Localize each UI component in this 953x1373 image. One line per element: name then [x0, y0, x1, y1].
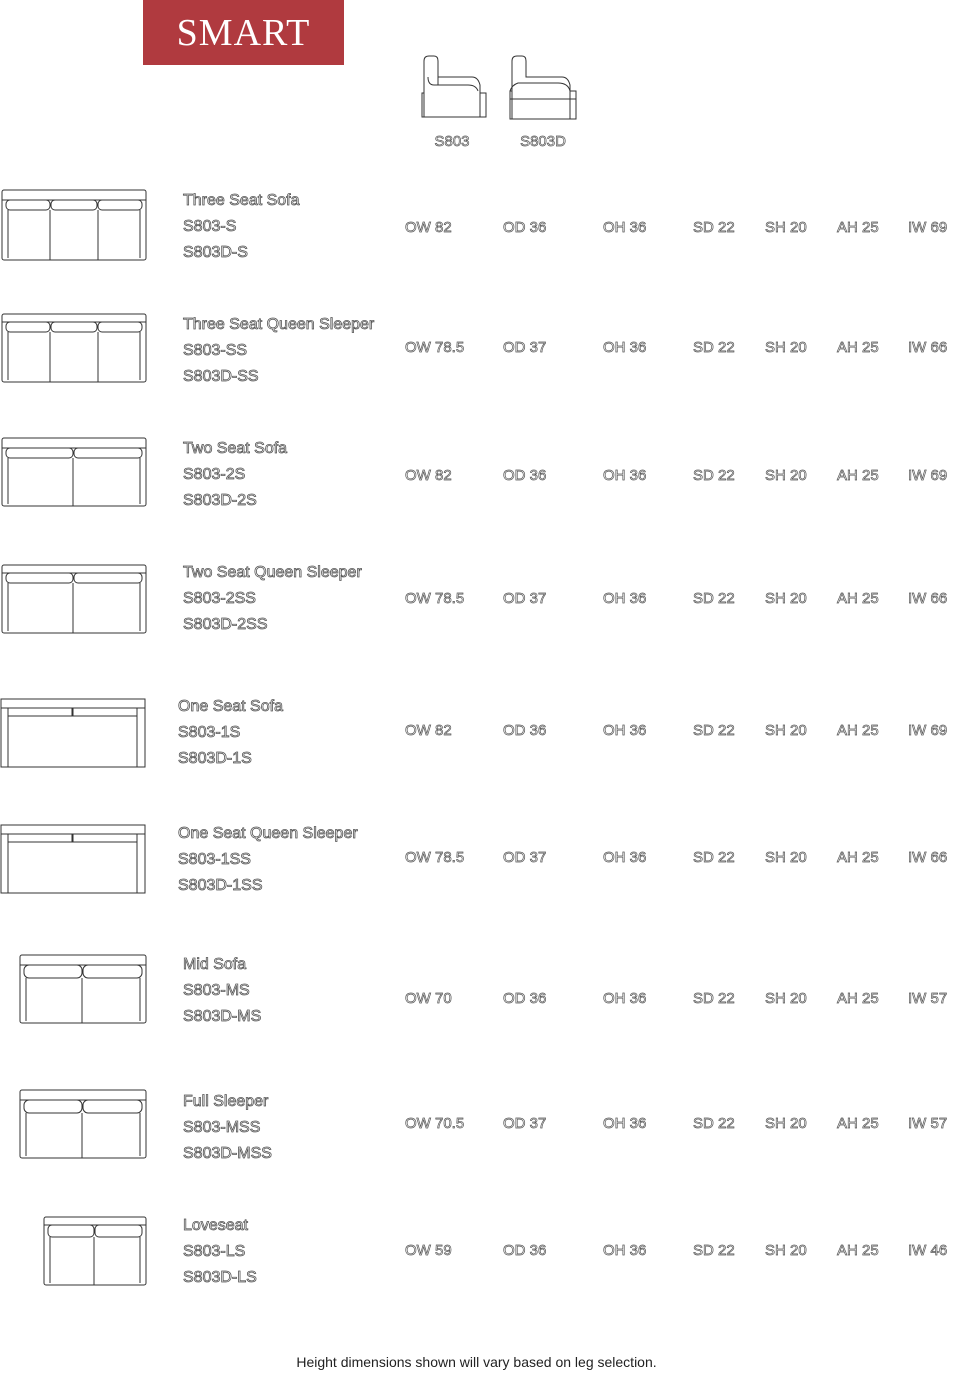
- dim-od: OD 36: [503, 1242, 547, 1259]
- sofa-drawing-mid-sofa: [18, 953, 150, 1025]
- dim-ah: AH 25: [837, 849, 879, 866]
- dim-od: OD 37: [503, 1115, 547, 1132]
- product-info-mid-sofa: [183, 952, 261, 1030]
- dim-iw: IW 57: [908, 990, 948, 1007]
- dim-oh: OH 36: [603, 590, 647, 607]
- product-name: Two Seat Queen Sleeper: [183, 564, 362, 581]
- sofa-drawing-one-seat: [0, 698, 148, 770]
- product-info-one-seat-sofa: [178, 694, 283, 772]
- product-info-two-seat-sofa: [183, 436, 287, 514]
- product-code: S803D-S: [183, 244, 248, 261]
- dim-od: OD 36: [503, 990, 547, 1007]
- sofa-drawing-three-seat-queen-sleeper: [0, 312, 150, 384]
- dim-oh: OH 36: [603, 722, 647, 739]
- product-code: S803D-SS: [183, 368, 259, 385]
- product-code: S803D-2SS: [183, 616, 268, 633]
- dim-ah: AH 25: [837, 339, 879, 356]
- dim-sd: SD 22: [693, 339, 735, 356]
- dim-iw: IW 57: [908, 1115, 948, 1132]
- dim-sh: SH 20: [765, 219, 807, 236]
- product-info-three-seat-sofa: [183, 188, 300, 266]
- dim-ah: AH 25: [837, 1242, 879, 1259]
- dim-ow: OW 78.5: [405, 849, 465, 866]
- dim-oh: OH 36: [603, 339, 647, 356]
- dim-ah: AH 25: [837, 467, 879, 484]
- dim-sh: SH 20: [765, 1115, 807, 1132]
- product-name: Loveseat: [183, 1217, 248, 1234]
- sofa-drawing-one-seat-queen-sleeper: [0, 824, 148, 896]
- dim-ah: AH 25: [837, 990, 879, 1007]
- product-code: S803-2S: [183, 466, 246, 483]
- dim-od: OD 36: [503, 219, 547, 236]
- product-info-one-seat-queen-sleeper: [178, 821, 358, 899]
- dim-sh: SH 20: [765, 849, 807, 866]
- dim-oh: OH 36: [603, 849, 647, 866]
- product-name: Two Seat Sofa: [183, 440, 288, 457]
- product-code: S803-MS: [183, 982, 250, 999]
- product-name: Full Sleeper: [183, 1093, 269, 1110]
- dim-ow: OW 70.5: [405, 1115, 465, 1132]
- product-code: S803D-2S: [183, 492, 257, 509]
- dim-ow: OW 82: [405, 467, 452, 484]
- dim-oh: OH 36: [603, 467, 647, 484]
- dim-ow: OW 78.5: [405, 590, 465, 607]
- product-code: S803-1S: [178, 724, 241, 741]
- dim-ah: AH 25: [837, 1115, 879, 1132]
- product-name: Three Seat Queen Sleeper: [183, 316, 375, 333]
- product-name: One Seat Sofa: [178, 698, 283, 715]
- product-code: S803D-1S: [178, 750, 252, 767]
- chair-s803d-drawing: [508, 55, 580, 122]
- dim-iw: IW 66: [908, 339, 948, 356]
- product-code: S803D-MS: [183, 1008, 262, 1025]
- product-code: S803D-1SS: [178, 877, 263, 894]
- dim-od: OD 36: [503, 722, 547, 739]
- dim-ow: OW 78.5: [405, 339, 465, 356]
- chair-label-s803: S803: [434, 133, 470, 150]
- dim-sh: SH 20: [765, 722, 807, 739]
- product-info-two-seat-queen-sleeper: [183, 560, 362, 638]
- product-info-three-seat-queen-sleeper: [183, 312, 374, 390]
- dim-sh: SH 20: [765, 1242, 807, 1259]
- dim-ah: AH 25: [837, 590, 879, 607]
- dim-sd: SD 22: [693, 722, 735, 739]
- product-code: S803-2SS: [183, 590, 256, 607]
- sofa-drawing-loveseat: [42, 1215, 150, 1287]
- product-name: Three Seat Sofa: [183, 192, 300, 209]
- dim-iw: IW 69: [908, 722, 948, 739]
- dim-sd: SD 22: [693, 990, 735, 1007]
- dim-sd: SD 22: [693, 219, 735, 236]
- product-code: S803-LS: [183, 1243, 246, 1260]
- dim-sd: SD 22: [693, 1115, 735, 1132]
- dim-ah: AH 25: [837, 219, 879, 236]
- dim-iw: IW 46: [908, 1242, 948, 1259]
- dim-ow: OW 82: [405, 722, 452, 739]
- product-name: Mid Sofa: [183, 956, 247, 973]
- dim-sd: SD 22: [693, 1242, 735, 1259]
- chair-s803-drawing: [420, 55, 490, 120]
- dim-sd: SD 22: [693, 467, 735, 484]
- product-info-full-sleeper: [183, 1089, 272, 1167]
- dim-od: OD 37: [503, 339, 547, 356]
- dim-iw: IW 66: [908, 590, 948, 607]
- dim-iw: IW 69: [908, 219, 948, 236]
- product-info-loveseat: [183, 1213, 257, 1291]
- dim-iw: IW 66: [908, 849, 948, 866]
- product-code: S803-MSS: [183, 1119, 261, 1136]
- dim-iw: IW 69: [908, 467, 948, 484]
- dim-sh: SH 20: [765, 339, 807, 356]
- sofa-drawing-two-seat: [0, 436, 150, 508]
- product-name: One Seat Queen Sleeper: [178, 825, 358, 842]
- dim-sh: SH 20: [765, 990, 807, 1007]
- sofa-drawing-three-seat: [0, 188, 150, 262]
- dim-sd: SD 22: [693, 849, 735, 866]
- product-code: S803-SS: [183, 342, 248, 359]
- dim-od: OD 36: [503, 467, 547, 484]
- chair-label-s803d: S803D: [520, 133, 566, 150]
- product-code: S803D-MSS: [183, 1145, 272, 1162]
- footnote: Height dimensions shown will vary based on leg selection.: [296, 1354, 657, 1370]
- brand-logo: SMART: [143, 0, 344, 65]
- dim-oh: OH 36: [603, 1115, 647, 1132]
- sofa-drawing-full-sleeper: [18, 1088, 150, 1160]
- dim-sh: SH 20: [765, 467, 807, 484]
- dim-ow: OW 82: [405, 219, 452, 236]
- dim-ow: OW 59: [405, 1242, 452, 1259]
- dim-ow: OW 70: [405, 990, 452, 1007]
- product-code: S803-S: [183, 218, 237, 235]
- dim-oh: OH 36: [603, 1242, 647, 1259]
- dim-ah: AH 25: [837, 722, 879, 739]
- sofa-drawing-two-seat-queen-sleeper: [0, 563, 150, 635]
- dim-sd: SD 22: [693, 590, 735, 607]
- dim-oh: OH 36: [603, 219, 647, 236]
- dim-od: OD 37: [503, 849, 547, 866]
- dim-od: OD 37: [503, 590, 547, 607]
- dim-oh: OH 36: [603, 990, 647, 1007]
- product-code: S803-1SS: [178, 851, 251, 868]
- product-code: S803D-LS: [183, 1269, 257, 1286]
- dim-sh: SH 20: [765, 590, 807, 607]
